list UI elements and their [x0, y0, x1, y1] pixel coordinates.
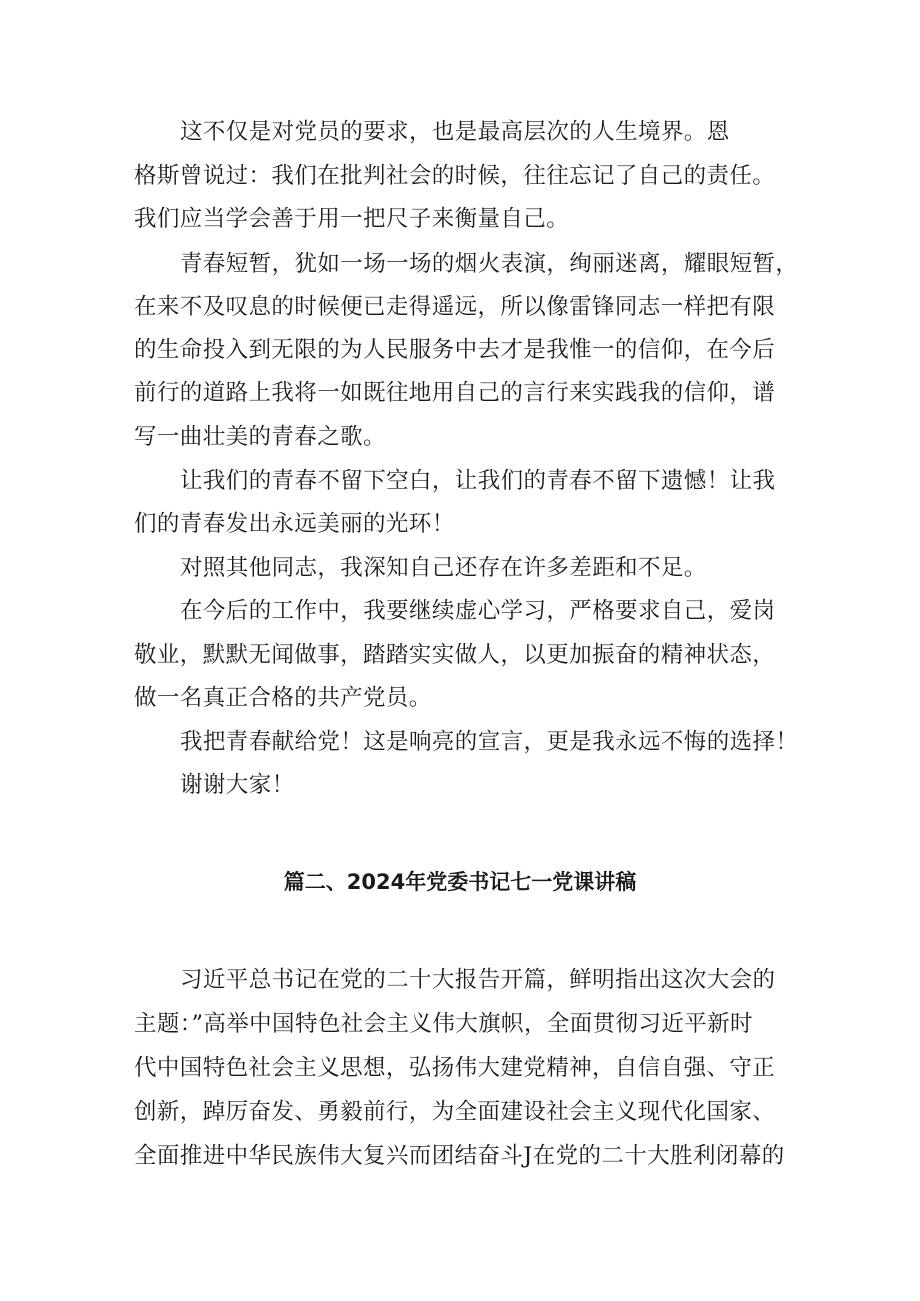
text-line: 让我们的青春不留下空白，让我们的青春不留下遗憾！让我 [180, 468, 776, 494]
text-line: 格斯曾说过：我们在批判社会的时候，往往忘记了自己的责任。 [134, 163, 776, 189]
text-line: 习近平总书记在党的二十大报告开篇，鲜明指出这次大会的 [180, 967, 776, 993]
text-line: 敬业，默默无闻做事，踏踏实实做人，以更加振奋的精神状态， [134, 642, 776, 668]
text-line: 我把青春献给党！这是响亮的宣言，更是我永远不悔的选择！ [180, 729, 799, 755]
text-line: 们的青春发出永远美丽的光环！ [134, 511, 455, 537]
text-line: 在来不及叹息的时候便已走得遥远，所以像雷锋同志一样把有限 [134, 294, 776, 320]
text-line: 全面推进中华民族伟大复兴而团结奋斗J在党的二十大胜利闭幕的 [134, 1143, 785, 1169]
text-line: 写一曲壮美的青春之歌。 [134, 424, 386, 450]
text-line: 这不仅是对党员的要求，也是最高层次的人生境界。恩 [180, 119, 730, 145]
text-line: 我们应当学会善于用一把尺子来衡量自己。 [134, 206, 570, 232]
text-line: 代中国特色社会主义思想，弘扬伟大建党精神，自信自强、守正 [134, 1055, 776, 1081]
text-line: 对照其他同志，我深知自己还存在许多差距和不足。 [180, 555, 707, 581]
text-line: 做一名真正合格的共产党员。 [134, 685, 432, 711]
text-line: 的生命投入到无限的为人民服务中去才是我惟一的信仰，在今后 [134, 337, 776, 363]
section-heading: 篇二、2024年党委书记七一党课讲稿 [283, 870, 637, 894]
text-line: 谢谢大家！ [180, 772, 295, 798]
text-line: 创新，踔厉奋发、勇毅前行，为全面建设社会主义现代化国家、 [134, 1099, 776, 1125]
text-line: 青春短暂，犹如一场一场的烟火表演，绚丽迷离，耀眼短暂， [180, 251, 799, 277]
text-line: 前行的道路上我将一如既往地用自己的言行来实践我的信仰，谱 [134, 380, 776, 406]
text-line: 主题：”高举中国特色社会主义伟大旗帜，全面贯彻习近平新时 [134, 1011, 753, 1037]
text-line: 在今后的工作中，我要继续虚心学习，严格要求自己，爱岗 [180, 598, 776, 624]
